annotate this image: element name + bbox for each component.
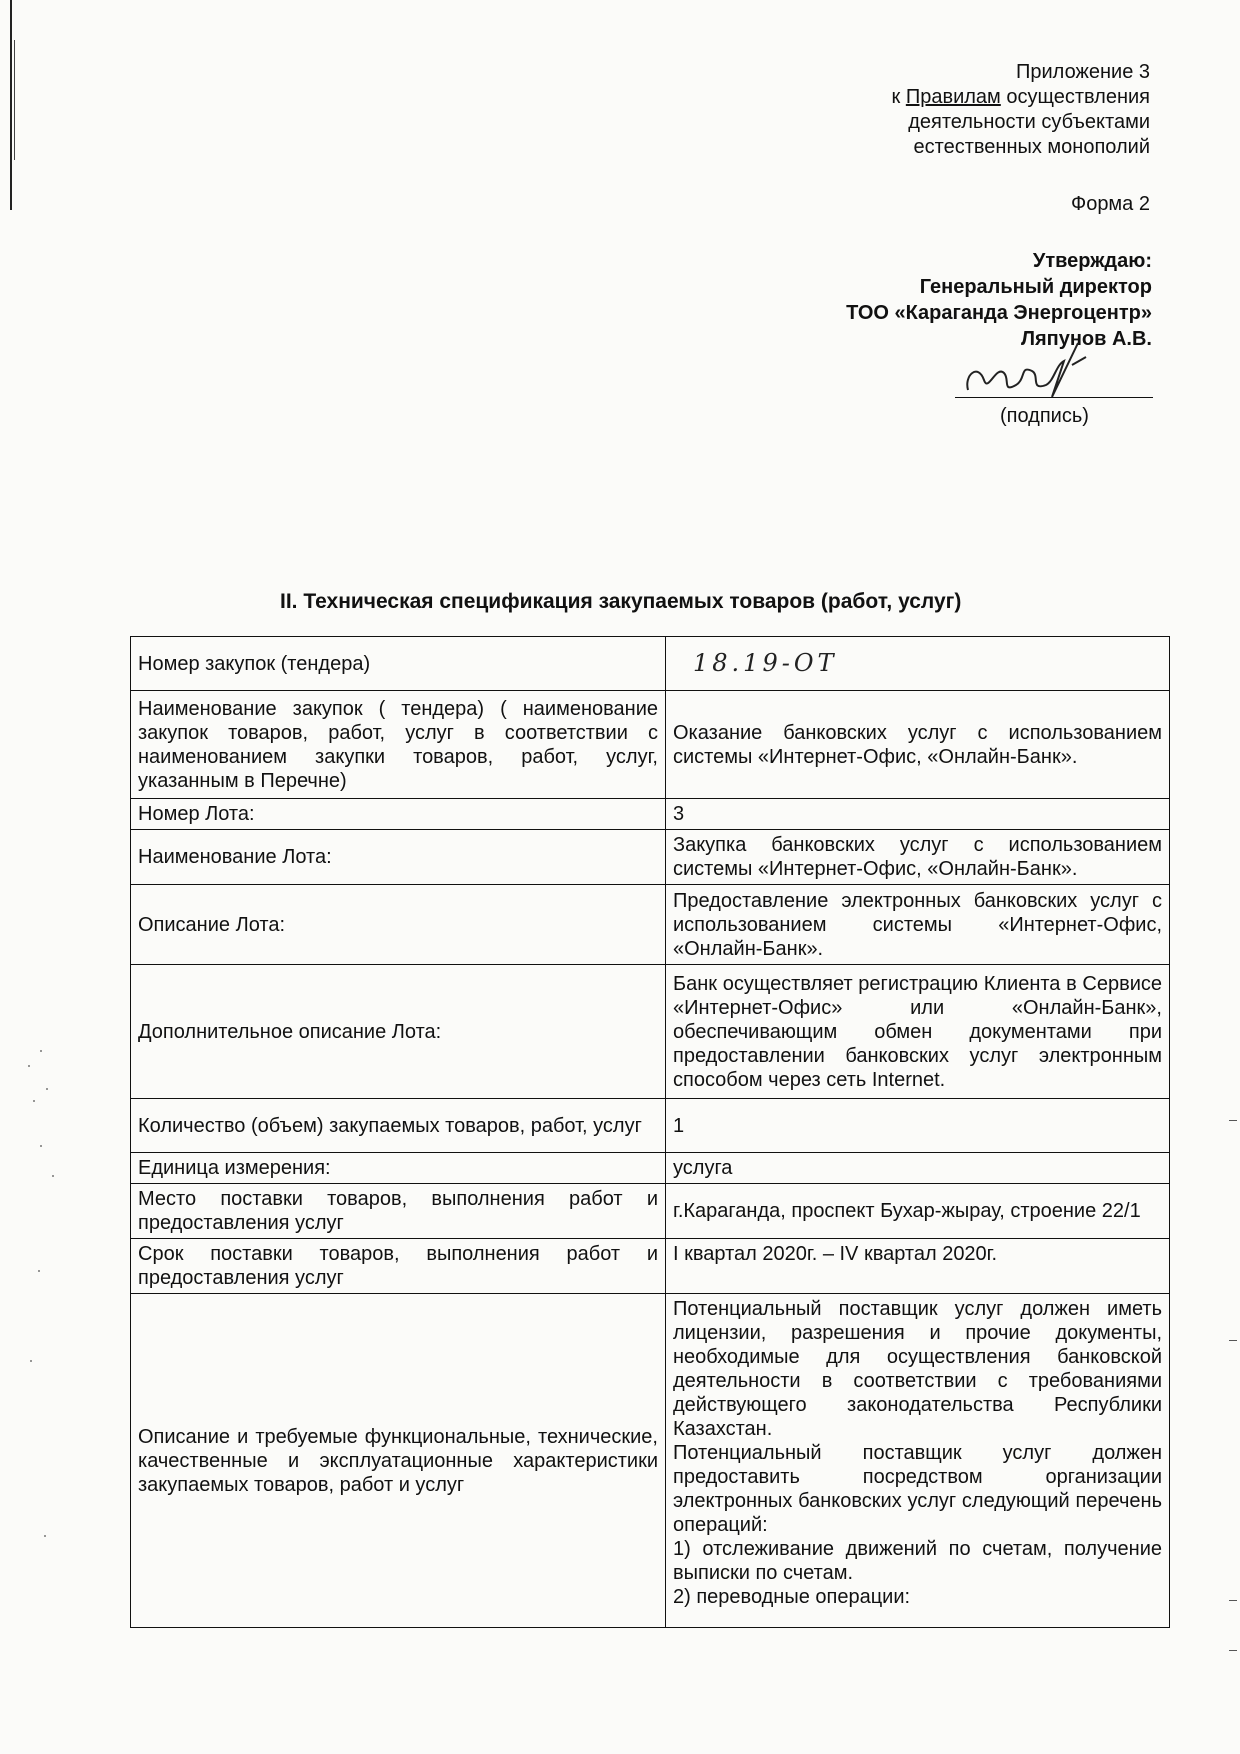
row-label: Описание Лота: — [131, 885, 666, 965]
row-value-handwritten: 18.19-ОТ — [666, 637, 1170, 691]
scan-edge-mark — [1229, 1600, 1237, 1601]
row-value: 3 — [666, 799, 1170, 830]
table-row — [131, 637, 1170, 691]
appendix-reference-line: естественных монополий — [913, 136, 1150, 158]
approver-position: Генеральный директор — [919, 276, 1152, 298]
appendix-reference: к Правилам осуществления — [891, 86, 1150, 108]
row-value — [666, 1294, 1170, 1628]
row-value: Предоставление электронных банковских услуг с использованием системы «Интернет-Офис, «Онлайн-Банк». — [666, 885, 1170, 965]
row-value: услуга — [666, 1153, 1170, 1184]
scan-edge-mark — [1229, 1340, 1237, 1341]
signature-caption: (подпись) — [1000, 405, 1089, 427]
table-row — [131, 799, 1170, 830]
row-label: Количество (объем) закупаемых товаров, работ, услуг — [131, 1099, 666, 1153]
table-row — [131, 1153, 1170, 1184]
approval-title: Утверждаю: — [1032, 250, 1152, 272]
specification-table — [130, 636, 1170, 1628]
handwritten-signature — [960, 335, 1110, 405]
table-row — [131, 965, 1170, 1099]
row-value: Оказание банковских услуг с использованием системы «Интернет-Офис, «Онлайн-Банк». — [666, 691, 1170, 799]
row-label: Номер Лота: — [131, 799, 666, 830]
row-label: Дополнительное описание Лота: — [131, 965, 666, 1099]
appendix-number: Приложение 3 — [1016, 61, 1150, 83]
scan-edge-mark — [1229, 1120, 1237, 1121]
requirement-paragraph: Потенциальный поставщик услуг должен предоставить посредством организации электронных банковских услуг следующий перечень операций: — [673, 1442, 1162, 1536]
approver-name: Ляпунов А.В. — [1020, 328, 1152, 350]
table-row — [131, 1099, 1170, 1153]
requirement-item: 1) отслеживание движений по счетам, получение выписки по счетам. — [673, 1538, 1162, 1584]
row-value: Закупка банковских услуг с использованием системы «Интернет-Офис, «Онлайн-Банк». — [666, 830, 1170, 885]
row-label: Место поставки товаров, выполнения работ и предоставления услуг — [131, 1184, 666, 1239]
table-row — [131, 691, 1170, 799]
scan-edge-mark — [14, 40, 15, 160]
table-row — [131, 1239, 1170, 1294]
requirement-paragraph: Потенциальный поставщик услуг должен иметь лицензии, разрешения и прочие документы, необходимые для осуществления банковской деятельности в соответствии с требованиями действующего законодательства Республики Казахстан. — [673, 1298, 1162, 1440]
row-value: I квартал 2020г. – IV квартал 2020г. — [666, 1239, 1170, 1294]
section-title: II. Техническая спецификация закупаемых товаров (работ, услуг) — [280, 590, 962, 613]
row-label: Номер закупок (тендера) — [131, 637, 666, 691]
row-label: Наименование закупок ( тендера) ( наименование закупок товаров, работ, услуг в соответствии с наименованием закупки товаров, работ, услуг, указанным в Перечне) — [131, 691, 666, 799]
row-label: Срок поставки товаров, выполнения работ и предоставления услуг — [131, 1239, 666, 1294]
table-row — [131, 1294, 1170, 1628]
row-value: 1 — [666, 1099, 1170, 1153]
form-label: Форма 2 — [1070, 193, 1150, 215]
row-value: Банк осуществляет регистрацию Клиента в Сервисе «Интернет-Офис» или «Онлайн-Банк», обеспечивающим обмен документами при предоставлении банковских услуг электронным способом через сеть Internet. — [666, 965, 1170, 1099]
row-label: Наименование Лота: — [131, 830, 666, 885]
approver-company: ТОО «Караганда Энергоцентр» — [846, 302, 1152, 324]
scan-edge-mark — [1229, 1650, 1237, 1651]
table-row — [131, 885, 1170, 965]
table-row — [131, 830, 1170, 885]
row-label: Описание и требуемые функциональные, технические, качественные и эксплуатационные характеристики закупаемых товаров, работ и услуг — [131, 1294, 666, 1628]
scan-edge-mark — [10, 0, 12, 210]
appendix-header — [550, 60, 1150, 160]
row-label: Единица измерения: — [131, 1153, 666, 1184]
row-value: г.Караганда, проспект Бухар-жырау, строение 22/1 — [666, 1184, 1170, 1239]
appendix-reference-line: деятельности субъектами — [908, 111, 1150, 133]
signature-line — [955, 397, 1153, 398]
rules-link[interactable]: Правилам — [905, 86, 1001, 108]
requirement-item: 2) переводные операции: — [673, 1586, 911, 1608]
table-row — [131, 1184, 1170, 1239]
